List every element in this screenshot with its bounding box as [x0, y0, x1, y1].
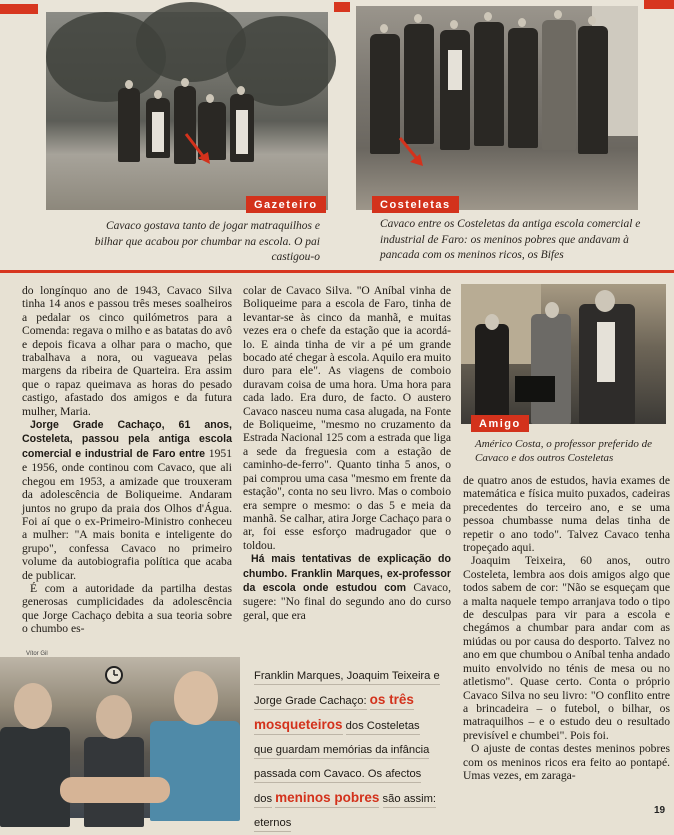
section-divider: [0, 270, 674, 273]
photo-gazeteiro: [46, 12, 328, 210]
person-head: [154, 90, 162, 99]
caption-names: Franklin Marques, Joaquim Teixeira e Jorge Grade Cachaço:: [254, 670, 440, 710]
photo-caption-amigo: Américo Costa, o professor preferido de Cavaco e dos outros Costeletas: [475, 438, 653, 464]
photo-three-musketeers: [0, 657, 240, 818]
photo-tag-costeletas: Costeletas: [372, 196, 459, 213]
paragraph: O ajuste de contas destes meninos pobres com os meninos ricos era feito ao pontapé. Umas vezes, em zaraga-: [463, 742, 670, 782]
person-head: [485, 314, 499, 330]
person-head: [14, 683, 52, 729]
person-head: [588, 16, 596, 25]
red-corner-tab: [644, 0, 674, 9]
red-arrow-icon: [396, 134, 426, 168]
person-head: [518, 18, 526, 27]
person-head: [181, 78, 189, 87]
person-figure: [531, 314, 571, 424]
person-shirt: [152, 112, 164, 152]
paragraph-text: Cavaco, sugere: "No final do segundo ano do curso geral, que era: [243, 580, 451, 622]
person-head: [595, 290, 615, 312]
photo-credit: Vítor Gil: [26, 651, 48, 657]
photo-band: [0, 0, 674, 270]
photo-caption-gazeteiro: Cavaco gostava tanto de jogar matraquilhos e bilhar que acabou por chumbar na escola. O pai castigou-o: [94, 220, 320, 263]
paragraph: Joaquim Teixeira, 60 anos, outro Costeleta, lembra aos dois amigos algo que todos sabem de cor: "Não se esqueçam que a malta naquele tempo arranjava todo o tipo de desculpas para vir para a escola e chegámos a chumbar para andar com as miúdas ou por causa do desporto. Talvez no ano em que chumbou o Aníbal tenha andado muito envolvido no ténis de mesa ou no atletismo". Quase certo. Conta o próprio Cavaco Silva no seu livro: "O conflito entre a brincadeira – o futebol, o bilhar, os matraquilhos – e o estudo deu o resultado previsível e chumbei". Pois foi.: [463, 554, 670, 742]
photo-caption-costeletas: Cavaco entre os Costeletas da antiga escola comercial e industrial de Faro: os meninos pobres que andavam à pancada com os meninos ricos, os Bifes: [380, 218, 641, 261]
person-head: [545, 302, 559, 318]
person-head: [237, 86, 245, 95]
person-figure: [578, 26, 608, 154]
person-figure: [118, 88, 140, 162]
photo-costeletas: [356, 6, 638, 210]
photo-tag-amigo: Amigo: [471, 415, 529, 432]
paragraph: de quatro anos de estudos, havia exames de matemática e física muito puxados, cadeiras precedentes do terceiro ano, e se uma pessoa chumbasse numa delas tinha de repetir o ano todo". Talvez Cavaco tenha tropeçado aqui.: [463, 474, 670, 555]
paragraph: [22, 418, 232, 582]
paragraph: [243, 552, 451, 622]
red-arrow-icon: [182, 130, 212, 166]
caption-text: são assim: eternos: [254, 793, 436, 832]
person-figure: [542, 20, 576, 150]
page-number: 19: [654, 805, 666, 816]
caption-text: dos Costeletas que guardam memórias da infância passada com Cavaco. Os afectos dos: [254, 720, 429, 808]
photo-tag-gazeteiro: Gazeteiro: [246, 196, 326, 213]
person-head: [206, 94, 214, 103]
person-head: [380, 24, 388, 33]
wall-clock-icon: [104, 665, 124, 685]
paragraph-text: 1951 e 1956, onde continou com Cavaco, que ali chegou em 1953, a amizade que trouxeram da adolescência de Boliqueime. Andaram juntos no grupo da praia dos Olhos d'Água. Foi aí que o ex-Primeiro-Ministro conheceu a mulher: "A mais bonita e inteligente do grupo", confessa Cavaco no primeiro volume da autobiografia política que acaba de publicar.: [22, 446, 232, 582]
person-figure: [404, 24, 434, 144]
person-head: [125, 80, 133, 89]
person-figure: [150, 721, 240, 821]
joined-hands: [60, 777, 170, 803]
article-column-2: [243, 284, 451, 622]
bold-lead: Há mais tentativas de explicação do chumbo. Franklin Marques, ex-professor da escola onde estudou com: [243, 553, 451, 594]
paragraph: colar de Cavaco Silva. "O Aníbal vinha de Boliqueime para a escola de Faro, tinha de levantar-se às cinco da manhã, e muitas vezes era o chefe da estação que ia acordá-lo. E ainda tinha de vir a pé um grande bocado até chegar à escola. Aquilo era muito duro para ele". As viagens de comboio duravam coisa de uma hora. Uma hora para cada lado. Era duro, de facto. O austero Cavaco nasceu numa casa alugada, na Fonte de Boliqueime, "mesmo no cruzamento da Estrada Nacional 125 com a estrada que liga a sede da freguesia com a estação de caminho-de-ferro". Quanto tinha 5 anos, o pai comprou uma casa "mesmo em frente da estação", conta no seu livro. Mas o comboio era sempre o mesmo: o das 5 e meia da manhã. Se calhar, atira Jorge Cachaço para o ar, foi esse esforço madrugador que o toldou.: [243, 284, 451, 552]
person-shirt: [597, 322, 615, 382]
person-figure: [440, 30, 470, 150]
person-head: [414, 14, 422, 23]
person-shirt: [236, 110, 248, 154]
caption-highlight: meninos pobres: [275, 790, 379, 808]
red-corner-tab: [334, 2, 350, 12]
bottom-photo-caption: [254, 664, 440, 835]
bold-lead: Jorge Grade Cachaço, 61 anos, Costeleta, passou pela antiga escola comercial e industrial de Faro entre: [22, 419, 232, 460]
person-head: [96, 695, 132, 739]
person-head: [174, 671, 218, 725]
person-figure: [508, 28, 538, 148]
person-figure: [474, 22, 504, 146]
person-figure: [0, 727, 70, 827]
person-figure: [475, 324, 509, 424]
article-column-1: [22, 284, 232, 636]
article-column-3: [463, 474, 670, 782]
photo-amigo: [461, 284, 666, 424]
person-head: [554, 10, 562, 19]
paragraph: do longínquo ano de 1943, Cavaco Silva tinha 14 anos e passou três meses soalheiros a pedalar os cinco quilómetros para a Comenda: regava o milho e as batatas do avô e depois ficava a olhar para o macho, que trabalhava a nora, ou vagueava pelas margens da ribeira de Quarteira. Era assim que o rapaz queimava as horas do pesado castigo, afastado dos amigos e da futura mulher, Maria.: [22, 284, 232, 418]
person-shirt: [448, 50, 462, 90]
red-corner-tab: [0, 4, 38, 14]
framed-picture: [515, 376, 555, 402]
person-head: [484, 12, 492, 21]
paragraph: É com a autoridade da partilha destas generosas cumplicidades da adolescência que Jorge Cachaço debita a sua teoria sobre o chumbo es-: [22, 581, 232, 636]
caption-highlight: os três mosqueteiros: [254, 692, 414, 735]
person-head: [450, 20, 458, 29]
